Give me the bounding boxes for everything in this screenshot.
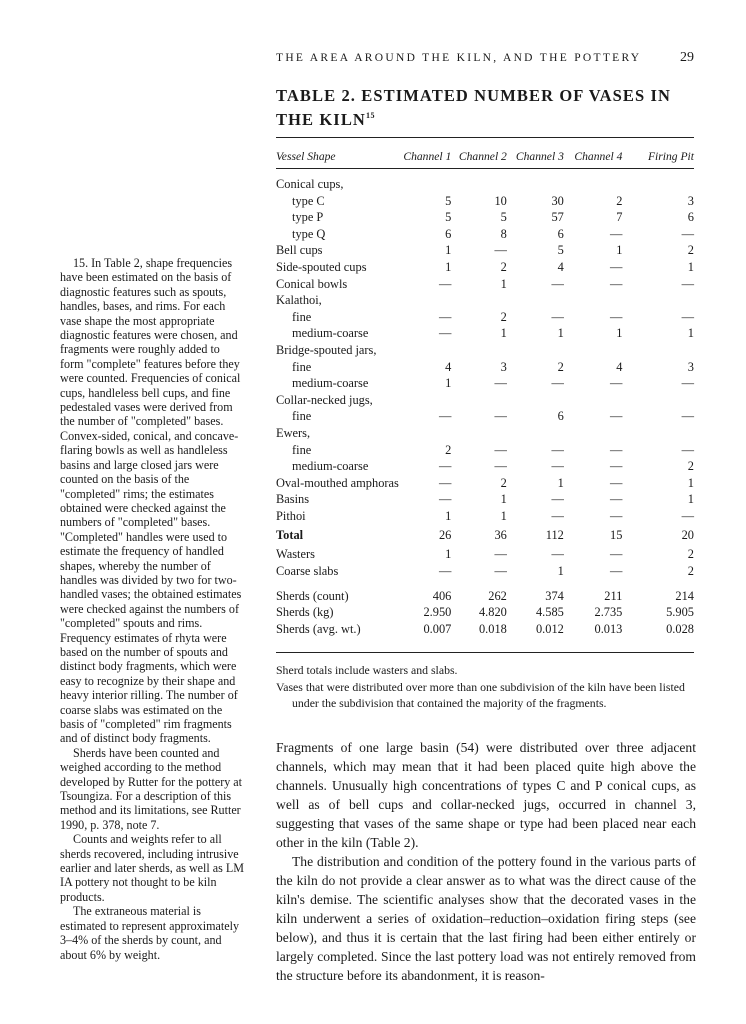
table-cell: — [610,226,623,241]
body-text [276,738,696,985]
table-cell: — [494,442,507,457]
table-cell: 6 [557,226,564,241]
table-cell: 2 [687,459,694,474]
row-label: Sherds (kg) [276,605,334,620]
table-spacer-cell [276,166,694,176]
table-note: Vases that were distributed over more than one subdivision of the kiln have been listed under the subdivision that contained the majority of the fragments. [276,679,685,710]
table-cell: — [438,564,452,579]
table-cell: 1 [687,492,694,507]
row-label: Ewers, [276,425,311,440]
table-cell [451,425,507,442]
table-cell: 1 [445,243,452,258]
table-header-row [276,146,694,166]
table-cell [622,292,694,309]
table-row [276,546,694,563]
table-cell: 3 [687,359,694,374]
table-cell: 20 [681,528,694,543]
table-cell: — [551,442,564,457]
column-header: Channel 2 [458,149,507,163]
table-cell: 57 [551,210,564,225]
column-header: Vessel Shape [276,149,336,163]
sidenote-paragraph: The extraneous material is estimated to represent approximately 3–4% of the sherds by count, and about 6% by weight. [60,904,239,962]
table-cell [564,342,623,359]
row-label: medium-coarse [292,376,369,391]
table-cell: — [610,459,623,474]
table-spacer [276,166,694,176]
table-row [276,442,694,459]
table-row [276,359,694,376]
table-cell [564,292,623,309]
table-cell: — [438,409,452,424]
table-cell: 1 [616,243,623,258]
table-cell [622,342,694,359]
row-label: Kalathoi, [276,293,322,308]
table-row [276,325,694,342]
table-cell [451,292,507,309]
table-cell: 15 [610,528,623,543]
table-cell: 4.585 [535,605,564,620]
table-cell: — [494,409,507,424]
row-label: type Q [292,226,326,241]
table-cell: — [494,564,507,579]
table-cell: 1 [500,492,507,507]
sidenote-paragraph: Sherds have been counted and weighed according to the method developed by Rutter for the pottery at Tsoungiza. For a description of this method and its limitations, see Rutter 1990, p. 378, note 7. [60,745,243,832]
row-label: Basins [276,492,310,507]
table-cell: — [438,459,452,474]
table-row [276,375,694,392]
running-head: THE AREA AROUND THE KILN, AND THE POTTERY [276,52,642,64]
table-cell: 30 [551,193,564,208]
row-label: Conical bowls [276,276,348,291]
table-cell [399,425,452,442]
table-cell [622,392,694,409]
table-cell: — [551,492,564,507]
table-cell: — [610,564,623,579]
table-row [276,209,694,226]
sidenote-column [60,256,246,962]
table-cell: 1 [557,326,564,341]
row-label: Side-spouted cups [276,259,367,274]
sidenote-paragraph: 15. In Table 2, shape frequencies have been estimated on the basis of diagnostic features such as spouts, handles, bases, and rims. For each vase shape the most appropriate diagnostic features were chosen, and fragments were roughly added to form "complete" features before they were counted. Frequencies of conical cups, handleless bell cups, and fine pedestaled vases were derived from the number of "completed" bases. Convex-sided, conical, and concave-flaring bowls as well as handleless basins and large closed jars were counted on the basis of the "completed" rims; the estimates obtained were checked against the numbers of "completed" bases. "Completed" handles were used to estimate the frequency of handled shapes, whereby the number of handles was divided by two for two-handled vases; the obtained estimates were checked against the numbers of "completed" spouts and rims. Frequency estimates of rhyta were based on the number of spouts and distinct body fragments, which were easy to recognize by their shape and heavy interior rilling. The number of coarse slabs was estimated on the basis of "completed" rim fragments and of distinct body fragments. [60,256,242,746]
table-cell: — [551,276,564,291]
row-label: Pithoi [276,508,306,523]
table-row [276,342,694,359]
table-cell: 2 [687,243,694,258]
table-row [276,176,694,193]
table-cell: 2.735 [594,605,623,620]
table-row [276,259,694,276]
table-cell: 3 [500,359,507,374]
table-row [276,242,694,259]
running-header [276,52,696,70]
table-row [276,226,694,243]
table-cell: 8 [500,226,507,241]
table-cell: — [438,276,452,291]
table-cell: 4 [557,259,564,274]
table-row [276,425,694,442]
table-row [276,276,694,293]
table-cell: 4.820 [478,605,507,620]
table-cell: 1 [687,259,694,274]
table-cell: — [494,376,507,391]
table-cell: — [551,309,564,324]
table-cell: 2 [445,442,452,457]
table-cell: 3 [687,193,694,208]
table-cell: — [681,309,694,324]
sidenote-paragraph: Counts and weights refer to all sherds recovered, including intrusive earlier and later sherds, as well as LM IA pottery not thought to be kiln products. [60,832,245,904]
table-cell: — [681,276,694,291]
table-cell: 1 [445,259,452,274]
table-cell [507,292,564,309]
row-label: Conical cups, [276,177,344,191]
column-header: Channel 4 [574,149,623,163]
table-cell: — [610,309,623,324]
table-cell: 2 [687,564,694,579]
row-label: Collar-necked jugs, [276,392,373,407]
row-label: Bell cups [276,243,323,258]
table-cell [507,342,564,359]
table-cell: — [610,276,623,291]
row-label: type P [292,210,324,225]
table-cell: — [610,442,623,457]
table-cell [399,292,452,309]
table-cell [564,392,623,409]
table-cell [399,176,452,193]
table-cell: 2 [616,193,623,208]
table-cell [451,392,507,409]
table-row [276,491,694,508]
row-label: Bridge-spouted jars, [276,342,377,357]
table-cell [507,425,564,442]
table-row [276,621,694,638]
table-cell: — [610,492,623,507]
table-notes [276,662,696,712]
table-cell: — [438,492,452,507]
table-bottom-rule [276,652,694,653]
table-cell: 1 [500,508,507,523]
table-cell: — [494,243,507,258]
table-cell: 2 [500,309,507,324]
table-cell: 2.950 [423,605,452,620]
table-cell: 4 [445,359,452,374]
table-top-rule [276,137,694,138]
table-cell: — [610,547,623,562]
table-row [276,604,694,621]
table-cell [507,392,564,409]
table-cell: 6 [557,409,564,424]
table-cell: 1 [687,326,694,341]
table-spacer [276,580,694,588]
column-header: Channel 3 [515,149,564,163]
row-label: medium-coarse [292,459,369,474]
table-cell: — [438,475,452,490]
table-cell: 6 [687,210,694,225]
table-cell: 2 [500,475,507,490]
table-cell: 5 [445,210,452,225]
table-cell: 5 [500,210,507,225]
column-header: Firing Pit [647,149,694,163]
table-cell: 214 [675,588,694,603]
row-label: Oval-mouthed amphoras [276,475,399,490]
table-cell: — [438,326,452,341]
row-label: fine [292,442,312,457]
table-cell: 262 [488,588,507,603]
table-row [276,408,694,425]
table-cell: 1 [500,326,507,341]
table-cell: 26 [438,528,452,543]
table-cell: 112 [545,528,564,543]
table-cell: — [551,547,564,562]
table-row [276,193,694,210]
table-cell: 0.013 [594,621,623,636]
table-cell [451,342,507,359]
table-cell: — [681,508,694,523]
table-cell: — [551,459,564,474]
table-row [276,458,694,475]
table-row [276,588,694,605]
table-cell: 1 [445,376,452,391]
table-cell: 0.012 [535,621,564,636]
vases-table [276,146,694,637]
table-row [276,309,694,326]
table-cell: 7 [616,210,623,225]
table-cell: 1 [500,276,507,291]
table-cell: — [681,226,694,241]
row-label: Sherds (avg. wt.) [276,621,361,636]
table-cell: 1 [557,475,564,490]
table-cell: 5.905 [666,605,694,620]
table-cell: 1 [445,508,452,523]
table-cell: — [610,475,623,490]
row-label: type C [292,193,325,208]
page-number: 29 [680,50,694,65]
table-row [276,392,694,409]
table-cell: 4 [616,359,623,374]
table-cell: 374 [545,588,564,603]
table-row [276,563,694,580]
table-row [276,292,694,309]
table-cell [399,392,452,409]
table-cell: 6 [445,226,452,241]
table-cell: 10 [494,193,507,208]
table-cell: 211 [604,588,623,603]
table-note: Sherd totals include wasters and slabs. [276,663,458,677]
table-cell [399,342,452,359]
table-cell: — [610,259,623,274]
table-cell: — [681,409,694,424]
table-row [276,524,694,546]
table-cell: — [494,459,507,474]
row-label: fine [292,409,312,424]
table-row [276,508,694,525]
table-row [276,475,694,492]
body-paragraph: The distribution and condition of the pottery found in the various parts of the kiln do not provide a clear answer as to what was the direct cause of the kiln's demise. The scientific analyses show that the decorated vases in the kiln underwent a series of oxidation–reduction–oxidation firing steps (see below), and thus it is certain that the last firing had been either entirely or largely completed. Since the last pottery load was not entirely removed from the structure before its abandonment, it is reason- [276,854,696,983]
table-cell: 2 [687,547,694,562]
table-cell [622,176,694,193]
table-cell: — [610,409,623,424]
table-cell: — [681,376,694,391]
row-label: fine [292,309,312,324]
table-cell: 0.007 [423,621,452,636]
table-cell: 1 [557,564,564,579]
table-cell: — [438,309,452,324]
table-cell: 5 [445,193,452,208]
table-cell: 2 [500,259,507,274]
table-title-note-ref: 15 [365,111,375,120]
row-label: medium-coarse [292,326,369,341]
row-label: Coarse slabs [276,564,339,579]
table-cell: — [610,508,623,523]
row-label: Sherds (count) [276,588,349,603]
table-title-text: TABLE 2. ESTIMATED NUMBER OF VASES IN THE KILN [276,86,672,129]
table-cell [507,176,564,193]
row-label: fine [292,359,312,374]
table-title [276,86,696,130]
column-header: Channel 1 [403,149,452,163]
table-cell [564,425,623,442]
table-cell [564,176,623,193]
table-cell: 0.018 [478,621,507,636]
table-cell: — [551,508,564,523]
table-cell: 36 [494,528,507,543]
table-cell [451,176,507,193]
table-cell: 1 [616,326,623,341]
row-label: Wasters [276,547,315,562]
table-spacer-cell [276,580,694,588]
row-label: Total [276,528,304,543]
table-cell: 2 [557,359,564,374]
table-cell: — [610,376,623,391]
table-cell: — [551,376,564,391]
table-cell: — [494,547,507,562]
table-cell: — [681,442,694,457]
body-paragraph: Fragments of one large basin (54) were distributed over three adjacent channels, which may mean that it had been placed quite high above the channels. Unusually high concentrations of types C and P conical cups, as well as of bell cups and collar-necked jugs, occurred in channel 3, suggesting that vases of the same shape or type had been placed near each other in the kiln (Table 2). [276,740,696,850]
table-cell [622,425,694,442]
table-cell: 1 [445,547,452,562]
table-cell: 1 [687,475,694,490]
table-cell: 5 [557,243,564,258]
table-cell: 406 [432,588,452,603]
table-cell: 0.028 [666,621,694,636]
